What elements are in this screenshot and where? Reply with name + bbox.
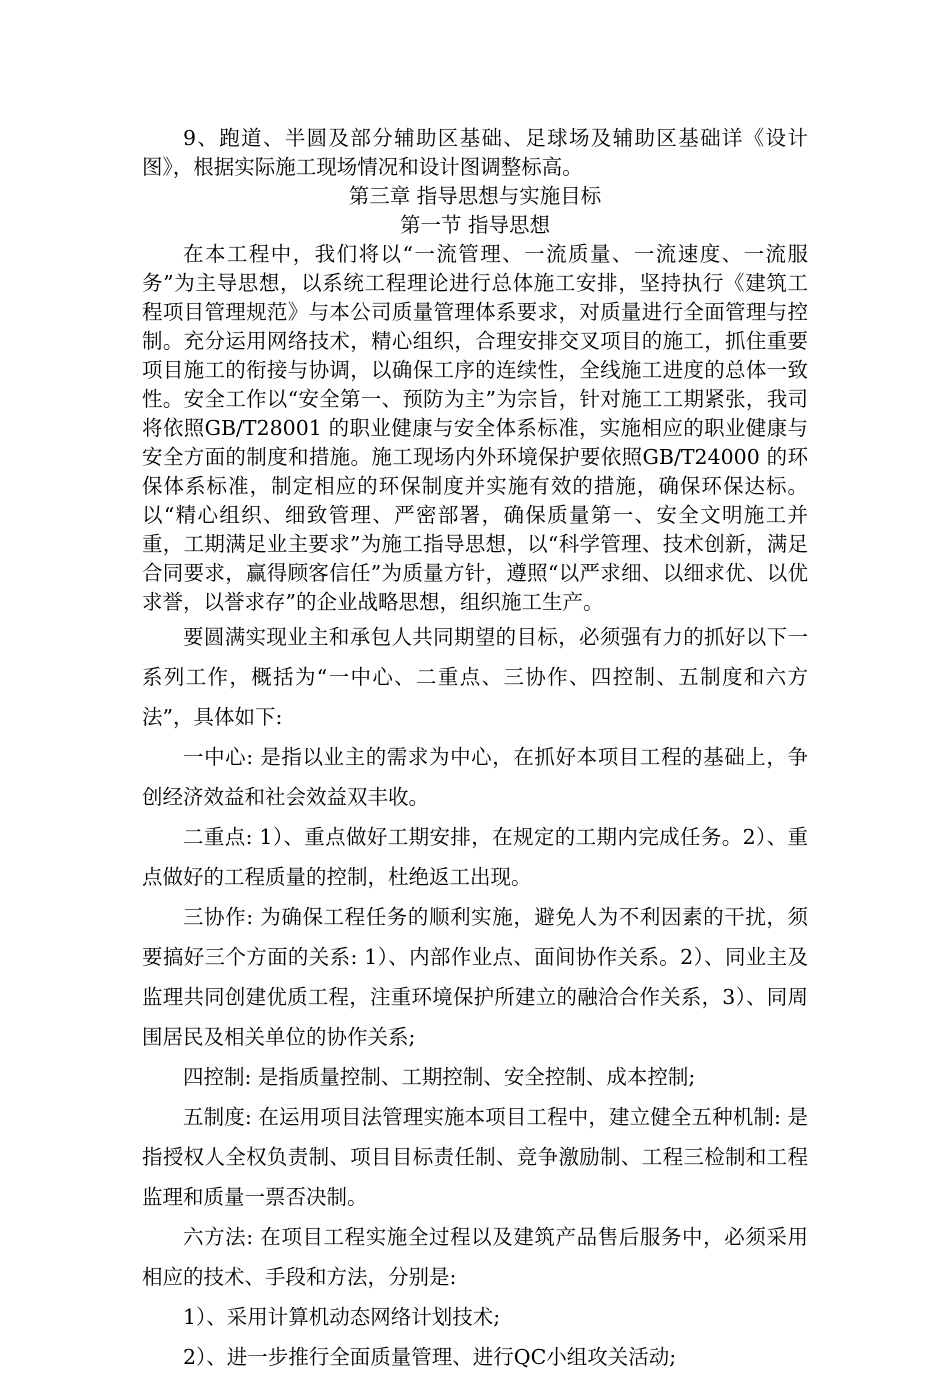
paragraph-five-systems: 五制度: 在运用项目法管理实施本项目工程中，建立健全五种机制: 是指授权人全权负责制、项目目标责任制、竞争激励制、工程三检制和工程监理和质量一票否决制。 bbox=[142, 1105, 808, 1209]
paragraph-guiding-thought: 在本工程中，我们将以“一流管理、一流质量、一流速度、一流服务”为主导思想，以系统工程理论进行总体施工安排，坚持执行《建筑工程项目管理规范》与本公司质量管理体系要求，对质量进行全面管理与控制。充分运用网络技术，精心组织，合理安排交叉项目的施工，抓住重要项目施工的衔接与协调，以确保工序的连续性，全线施工进度的总体一致性。安全工作以“安全第一、预防为主”为宗旨，针对施工工期紧张，我司将依照GB/T28001 的职业健康与安全体系标准，实施相应的职业健康与安全方面的制度和措施。施工现场内外环境保护要依照GB/T24000 的环保体系标准，制定相应的环保制度并实施有效的措施，确保环保达标。以“精心组织、细致管理、严密部署，确保质量第一、安全文明施工并重，工期满足业主要求”为施工指导思想，以“科学管理、技术创新，满足合同要求，赢得顾客信任”为质量方针，遵照“以严求细、以细求优、以优求誉，以誉求存”的企业战略思想，组织施工生产。 bbox=[142, 242, 808, 614]
paragraph-one-center: 一中心: 是指以业主的需求为中心，在抓好本项目工程的基础上，争创经济效益和社会效益双丰收。 bbox=[142, 745, 808, 809]
list-item-method-2: 2）、进一步推行全面质量管理、进行QC小组攻关活动; bbox=[183, 1345, 677, 1369]
paragraph-item-9: 9、跑道、半圆及部分辅助区基础、足球场及辅助区基础详《设计图》，根据实际施工现场情况和设计图调整标高。 bbox=[142, 126, 808, 179]
list-item-method-1: 1）、采用计算机动态网络计划技术; bbox=[183, 1305, 501, 1329]
paragraph-four-controls: 四控制: 是指质量控制、工期控制、安全控制、成本控制; bbox=[183, 1065, 696, 1089]
document-page bbox=[142, 124, 808, 1377]
paragraph-six-methods: 六方法: 在项目工程实施全过程以及建筑产品售后服务中，必须采用相应的技术、手段和方法，分别是: bbox=[142, 1225, 808, 1289]
paragraph-three-cooperation: 三协作: 为确保工程任务的顺利实施，避免人为不利因素的干扰，须要搞好三个方面的关系: 1）、内部作业点、面间协作关系。2）、同业主及监理共同创建优质工程，注重环境保护所建立的融洽合作关系，3）、同周围居民及相关单位的协作关系; bbox=[142, 905, 808, 1049]
section-heading: 第一节 指导思想 bbox=[399, 213, 551, 237]
paragraph-two-key-points: 二重点: 1）、重点做好工期安排，在规定的工期内完成任务。2）、重点做好的工程质量的控制，杜绝返工出现。 bbox=[142, 825, 808, 889]
chapter-heading: 第三章 指导思想与实施目标 bbox=[348, 184, 602, 208]
paragraph-goal-intro: 要圆满实现业主和承包人共同期望的目标，必须强有力的抓好以下一系列工作，概括为“一中心、二重点、三协作、四控制、五制度和六方法”，具体如下: bbox=[142, 625, 808, 729]
